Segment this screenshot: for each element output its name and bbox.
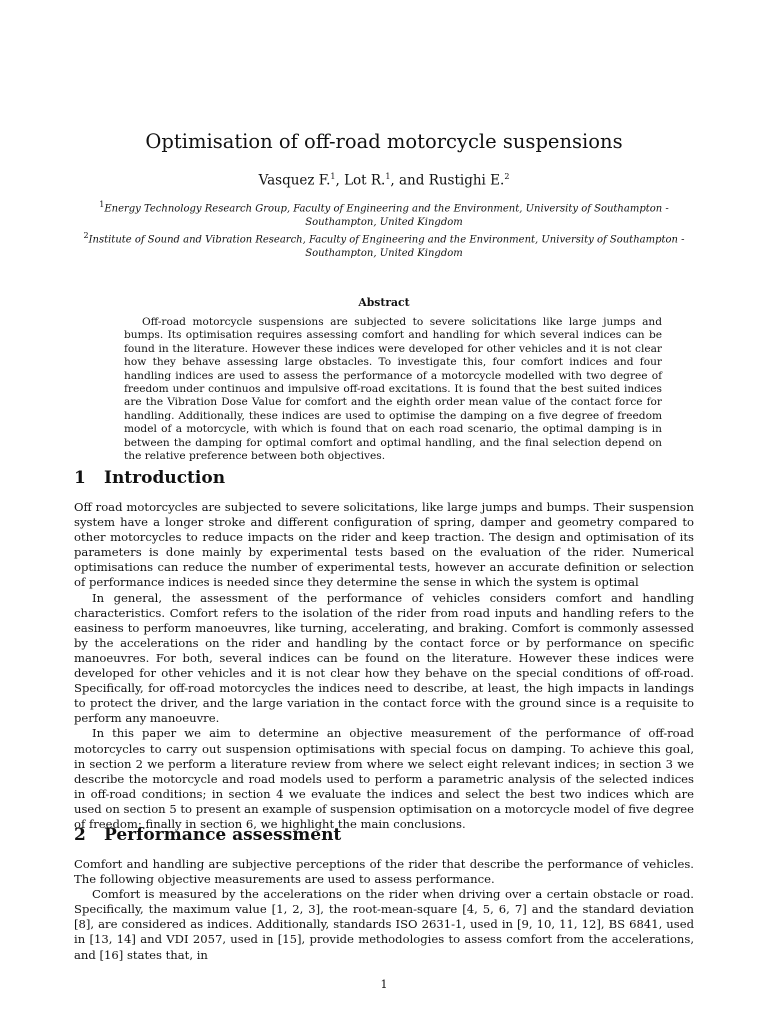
paragraph: In general, the assessment of the performance of vehicles considers comfort and handling characteristics. Comfort refers to the isolation of the rider from road inputs and handling refers to the easiness to perform manoeuvres, like turning, accelerating, and braking. Comfort is commonly assessed by the accelerations on the rider and handling by the contact force or by performance on specific manoeuvres. For both, several indices can be found on the literature. However these indices were developed for other vehicles and it is not clear how they behave on the special conditions of off-road. Specifically, for off-road motorcycles the indices need to describe, at least, the high impacts in landings to protect the driver, and the large variation in the contact force with the ground since is a requisite to perform any manoeuvre. xyxy=(74,590,694,726)
affiliation xyxy=(74,229,694,260)
author-name: Lot R. xyxy=(344,172,386,189)
abstract-text: Off-road motorcycle suspensions are subjected to severe solicitations like large jumps and bumps. Its optimisation requires assessing comfort and handling for which several indices can be found in the literature. However these indices were developed for other vehicles and it is not clear how they behave assessing large obstacles. To investigate this, four comfort indices and four handling indices are used to assess the performance of a motorcycle modelled with two degree of freedom under continuos and impulsive off-road excitations. It is found that the best suited indices are the Vibration Dose Value for comfort and the eighth order mean value of the contact force for handling. Additionally, these indices are used to optimise the damping on a five degree of freedom model of a motorcycle, with which is found that on each road scenario, the optimal damping is in between the damping for optimal comfort and optimal handling, and the final selection depend on the relative preference between both objectives. xyxy=(124,316,662,463)
paragraph: Comfort is measured by the accelerations on the rider when driving over a certain obstacle or road. Specifically, the maximum value [1, 2, 3], the root-mean-square [4, 5, 6, 7] and the standard deviation [8], are considered as indices. Additionally, standards ISO 2631-1, used in [9, 10, 11, 12], BS 6841, used in [13, 14] and VDI 2057, used in [15], provide methodologies to assess comfort from the accelerations, and [16] states that, in xyxy=(74,887,694,962)
abstract-heading: Abstract xyxy=(358,296,410,309)
author-list xyxy=(0,172,768,189)
section-number: 1 xyxy=(74,468,86,488)
section-title: Performance assessment xyxy=(104,825,342,845)
author-separator: , xyxy=(335,172,345,189)
author-affiliation-mark: 2 xyxy=(504,172,510,181)
author-affiliation-mark: 1 xyxy=(385,172,391,181)
affiliation-text: Institute of Sound and Vibration Research, Faculty of Engineering and the Environment, University of Southampton - Southampton, United Kingdom xyxy=(88,234,685,260)
paragraph: Comfort and handling are subjective perceptions of the rider that describe the performance of vehicles. The following objective measurements are used to assess performance. xyxy=(74,857,694,887)
section-number: 2 xyxy=(74,825,86,845)
section-heading-performance-assessment xyxy=(74,825,341,845)
affiliation-list xyxy=(74,198,694,261)
section-body-introduction xyxy=(74,500,694,832)
author-separator: , and xyxy=(390,172,429,189)
section-title: Introduction xyxy=(104,468,226,488)
paper-title: Optimisation of off-road motorcycle suspensions xyxy=(145,130,623,153)
affiliation xyxy=(74,198,694,229)
page-number: 1 xyxy=(380,978,388,991)
paragraph: In this paper we aim to determine an objective measurement of the performance of off-road motorcycles to carry out suspension optimisations with special focus on damping. To achieve this goal, in section 2 we perform a literature review from where we select eight relevant indices; in section 3 we describe the motorcycle and road models used to perform a parametric analysis of the selected indices in off-road conditions; in section 4 we evaluate the indices and select the best two indices which are used on section 5 to present an example of suspension optimisation on a motorcycle model of five degree of freedom; finally in section 6, we highlight the main conclusions. xyxy=(74,726,694,831)
paragraph: Off road motorcycles are subjected to severe solicitations, like large jumps and bumps. Their suspension system have a longer stroke and different configuration of spring, damper and geometry compared to other motorcycles to reduce impacts on the rider and keep traction. The design and optimisation of its parameters is done mainly by experimental tests based on the evaluation of the rider. Numerical optimisations can reduce the number of experimental tests, however an accurate definition or selection of performance indices is needed since they determine the sense in which the system is optimal xyxy=(74,500,694,590)
affiliation-text: Energy Technology Research Group, Faculty of Engineering and the Environment, University of Southampton - Southampton, United Kingdom xyxy=(104,203,669,228)
author-name: Vasquez F. xyxy=(258,172,331,189)
affiliation-mark: 2 xyxy=(83,231,89,241)
author-name: Rustighi E. xyxy=(428,172,505,189)
section-heading-introduction xyxy=(74,468,225,488)
affiliation-mark: 1 xyxy=(99,200,105,209)
section-body-performance-assessment xyxy=(74,857,694,963)
author-affiliation-mark: 1 xyxy=(330,172,336,181)
